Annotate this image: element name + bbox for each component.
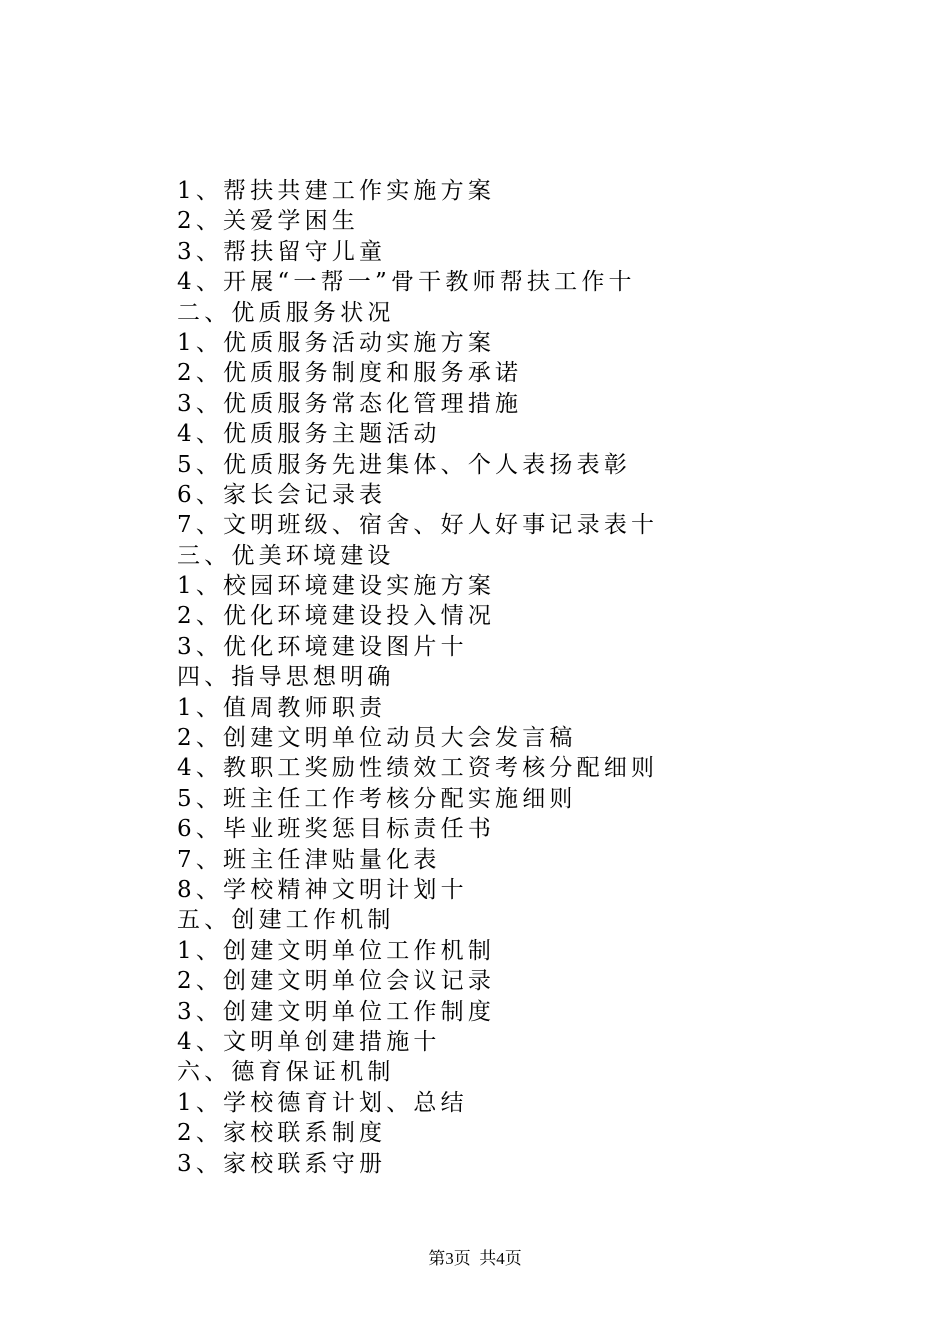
list-item: 5、优质服务先进集体、个人表扬表彰 <box>177 451 632 478</box>
list-item: 4、开展“一帮一”骨干教师帮扶工作十 <box>177 269 636 296</box>
list-item: 7、文明班级、宿舍、好人好事记录表十 <box>177 512 659 539</box>
list-item: 4、教职工奖励性绩效工资考核分配细则 <box>177 755 659 782</box>
list-item: 7、班主任津贴量化表 <box>177 846 441 873</box>
list-item: 3、优化环境建设图片十 <box>177 633 468 660</box>
list-item: 3、家校联系守册 <box>177 1150 387 1177</box>
list-item: 2、优质服务制度和服务承诺 <box>177 360 523 387</box>
list-item: 6、毕业班奖惩目标责任书 <box>177 816 496 843</box>
list-item: 2、创建文明单位会议记录 <box>177 968 496 995</box>
list-item: 1、校园环境建设实施方案 <box>177 573 496 600</box>
list-item: 2、优化环境建设投入情况 <box>177 603 496 630</box>
list-item: 1、优质服务活动实施方案 <box>177 329 496 356</box>
list-item: 4、优质服务主题活动 <box>177 421 441 448</box>
list-item: 8、学校精神文明计划十 <box>177 876 468 903</box>
list-item: 3、创建文明单位工作制度 <box>177 998 496 1025</box>
page-number-footer: 第3页 共4页 <box>428 1249 522 1268</box>
list-item: 6、家长会记录表 <box>177 481 387 508</box>
section-heading: 六、德育保证机制 <box>177 1059 395 1086</box>
list-item: 1、创建文明单位工作机制 <box>177 937 496 964</box>
list-item: 3、帮扶留守儿童 <box>177 238 387 265</box>
section-heading: 四、指导思想明确 <box>177 664 395 691</box>
list-item: 2、家校联系制度 <box>177 1120 387 1147</box>
list-item: 5、班主任工作考核分配实施细则 <box>177 785 577 812</box>
section-heading: 五、创建工作机制 <box>177 907 395 934</box>
section-heading: 三、优美环境建设 <box>177 542 395 569</box>
list-item: 2、创建文明单位动员大会发言稿 <box>177 725 577 752</box>
list-item: 1、帮扶共建工作实施方案 <box>177 178 496 204</box>
document-body <box>177 176 658 1179</box>
list-item: 3、优质服务常态化管理措施 <box>177 390 523 417</box>
list-item: 1、值周教师职责 <box>177 694 387 721</box>
section-heading: 二、优质服务状况 <box>177 299 395 326</box>
list-item: 1、学校德育计划、总结 <box>177 1089 468 1116</box>
list-item: 4、文明单创建措施十 <box>177 1028 441 1055</box>
list-item: 2、关爱学困生 <box>177 208 360 235</box>
